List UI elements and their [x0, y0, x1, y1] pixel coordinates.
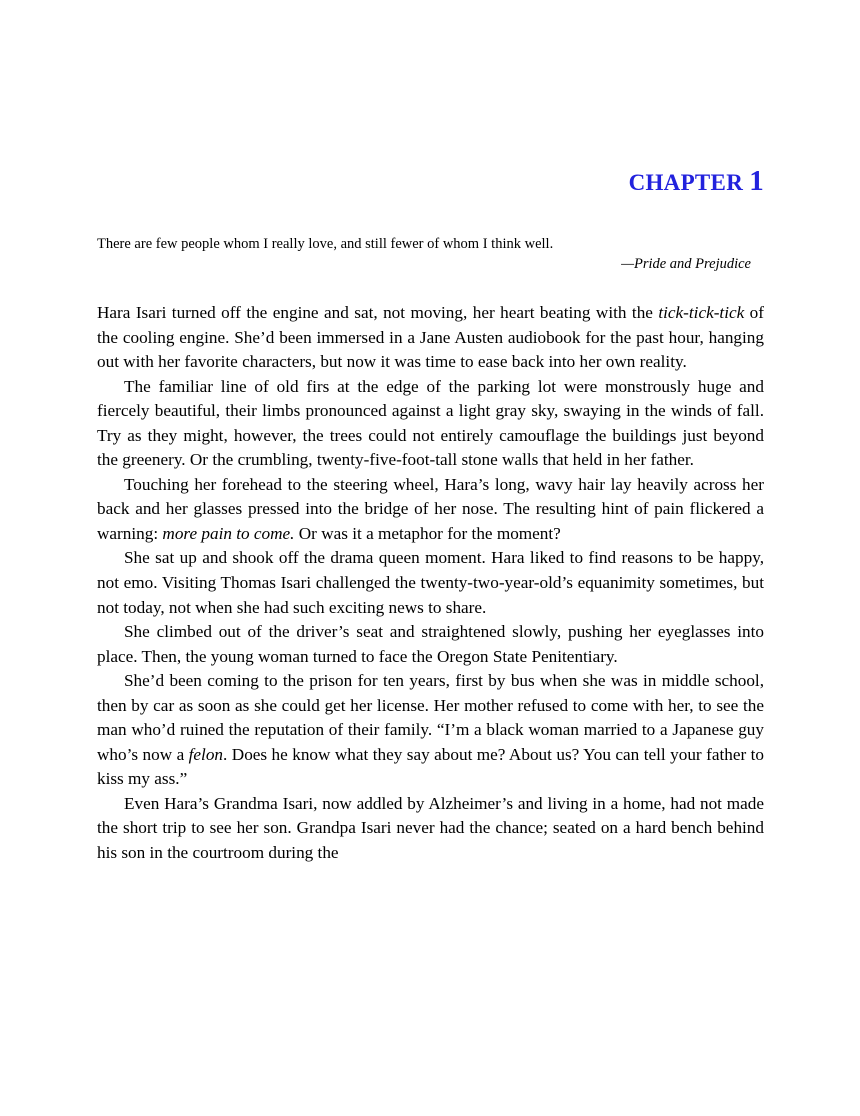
epigraph-quote: There are few people whom I really love, and still fewer of whom I think well.: [97, 236, 554, 252]
text-run: Touching her forehead to the steering wheel, Hara’s long, wavy hair lay heavily across her back and her glasses pressed into the bridge of her nose. The resulting hint of pain flickered a warning:: [97, 474, 764, 543]
text-run: . Does he know what they say about me? About us? You can tell your father to kiss my ass.”: [97, 744, 764, 789]
text-run: Even Hara’s Grandma Isari, now addled by Alzheimer’s and living in a home, had not made the short trip to see her son. Grandpa Isari never had the chance; seated on a hard bench behind his son in the courtroom during the: [97, 793, 764, 863]
chapter-heading: [97, 166, 764, 198]
body-paragraph: [97, 546, 764, 620]
chapter-number: 1: [749, 165, 764, 197]
body-paragraph: [97, 375, 764, 473]
italic-text-run: tick-tick-tick: [658, 303, 745, 322]
text-run: She’d been coming to the prison for ten years, first by bus when she was in middle school, then by car as soon as she could get her license. Her mother refused to come with her, to see the man who’d ruined the reputation of their family. “I’m a black woman married to a Japanese guy who’s now a: [97, 671, 764, 764]
body-paragraph: [97, 669, 764, 792]
chapter-label: CHAPTER: [628, 170, 744, 195]
italic-text-run: more pain to come.: [162, 523, 295, 543]
text-run: of the cooling engine. She’d been immersed in a Jane Austen audiobook for the past hour, hanging out with her favorite characters, but now it was time to ease back into her own reality.: [97, 303, 764, 372]
body-paragraph: [97, 620, 764, 669]
body-paragraph: [97, 792, 764, 866]
epigraph: [97, 234, 764, 274]
epigraph-attribution: —Pride and Prejudice: [621, 256, 751, 272]
text-run: She sat up and shook off the drama queen moment. Hara liked to find reasons to be happy, not emo. Visiting Thomas Isari challenged the twenty-two-year-old’s equanimity sometimes, but not today, not when she had such exciting news to share.: [97, 548, 764, 617]
body-paragraph: [97, 473, 764, 547]
body-text: [97, 301, 764, 866]
text-run: The familiar line of old firs at the edge of the parking lot were monstrously huge and fiercely beautiful, their limbs pronounced against a light gray sky, swaying in the winds of fall. Try as they might, however, the trees could not entirely camouflage the buildings just beyond the greenery. Or the crumbling, twenty-five-foot-tall stone walls that held in her father.: [97, 376, 764, 470]
body-paragraph: [97, 301, 764, 375]
text-run: Or was it a metaphor for the moment?: [294, 523, 561, 543]
text-run: She climbed out of the driver’s seat and straightened slowly, pushing her eyeglasses into place. Then, the young woman turned to face the Oregon State Penitentiary.: [97, 622, 764, 666]
italic-text-run: felon: [188, 744, 224, 764]
text-run: Hara Isari turned off the engine and sat, not moving, her heart beating with the: [97, 303, 659, 322]
